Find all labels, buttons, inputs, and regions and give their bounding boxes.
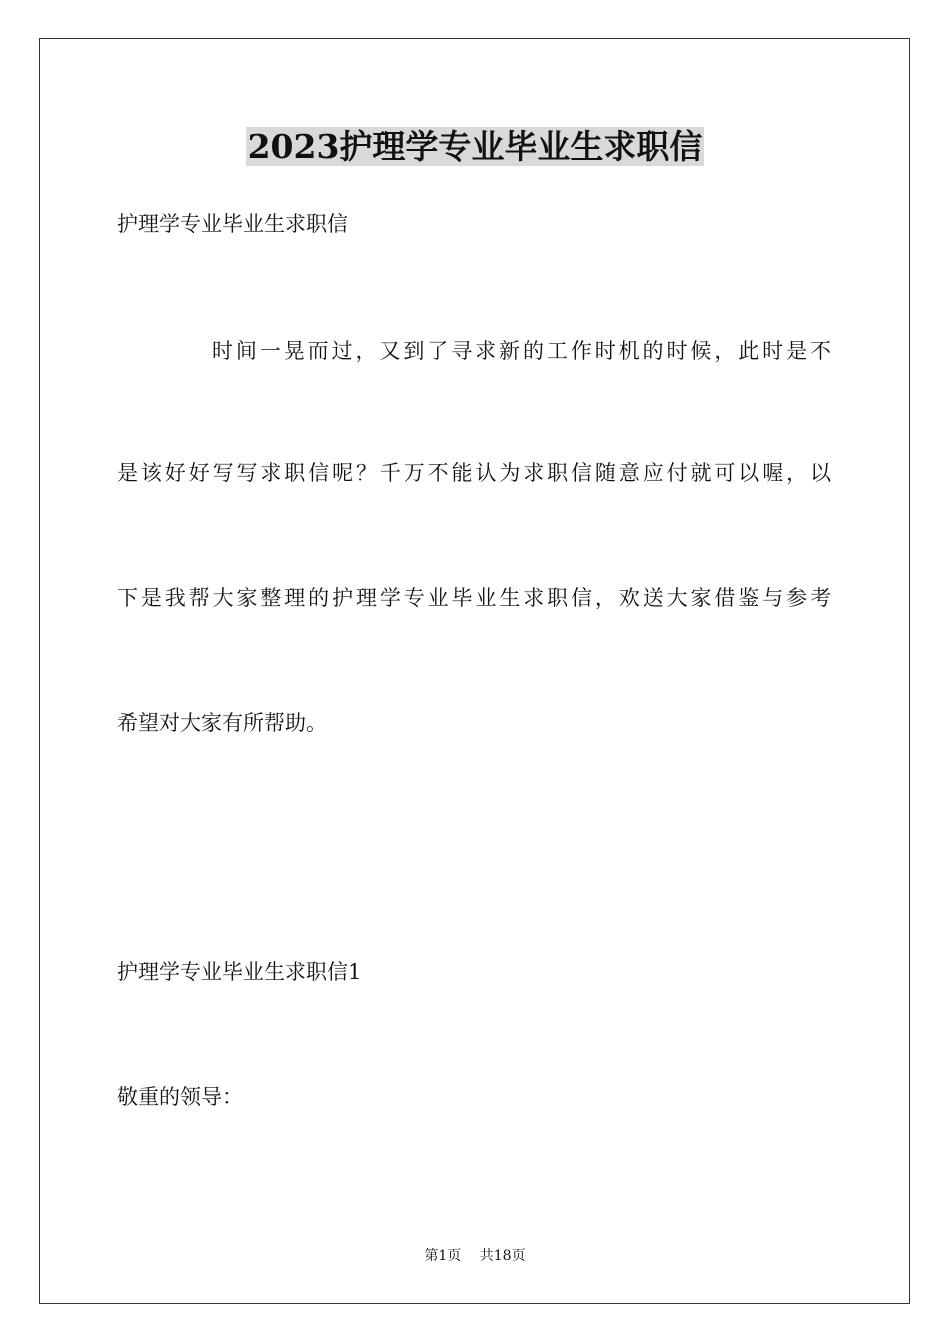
intro-line-4: 希望对大家有所帮助。 [117,711,327,735]
intro-line-3: 下是我帮大家整理的护理学专业毕业生求职信，欢送大家借鉴与参考 [117,586,831,610]
document-title [0,125,950,169]
document-title-text: 2023护理学专业毕业生求职信 [247,127,703,166]
page-footer [0,1246,950,1266]
intro-line-1: 时间一晃而过，又到了寻求新的工作时机的时候，此时是不 [212,339,831,363]
section-heading: 护理学专业毕业生求职信1 [117,960,362,984]
salutation: 敬重的领导： [117,1085,243,1109]
intro-line-2: 是该好好写写求职信呢？千万不能认为求职信随意应付就可以喔，以 [117,461,831,485]
page-number: 第1页 [424,1248,462,1264]
page-total: 共18页 [479,1248,526,1264]
document-subtitle: 护理学专业毕业生求职信 [117,212,348,236]
